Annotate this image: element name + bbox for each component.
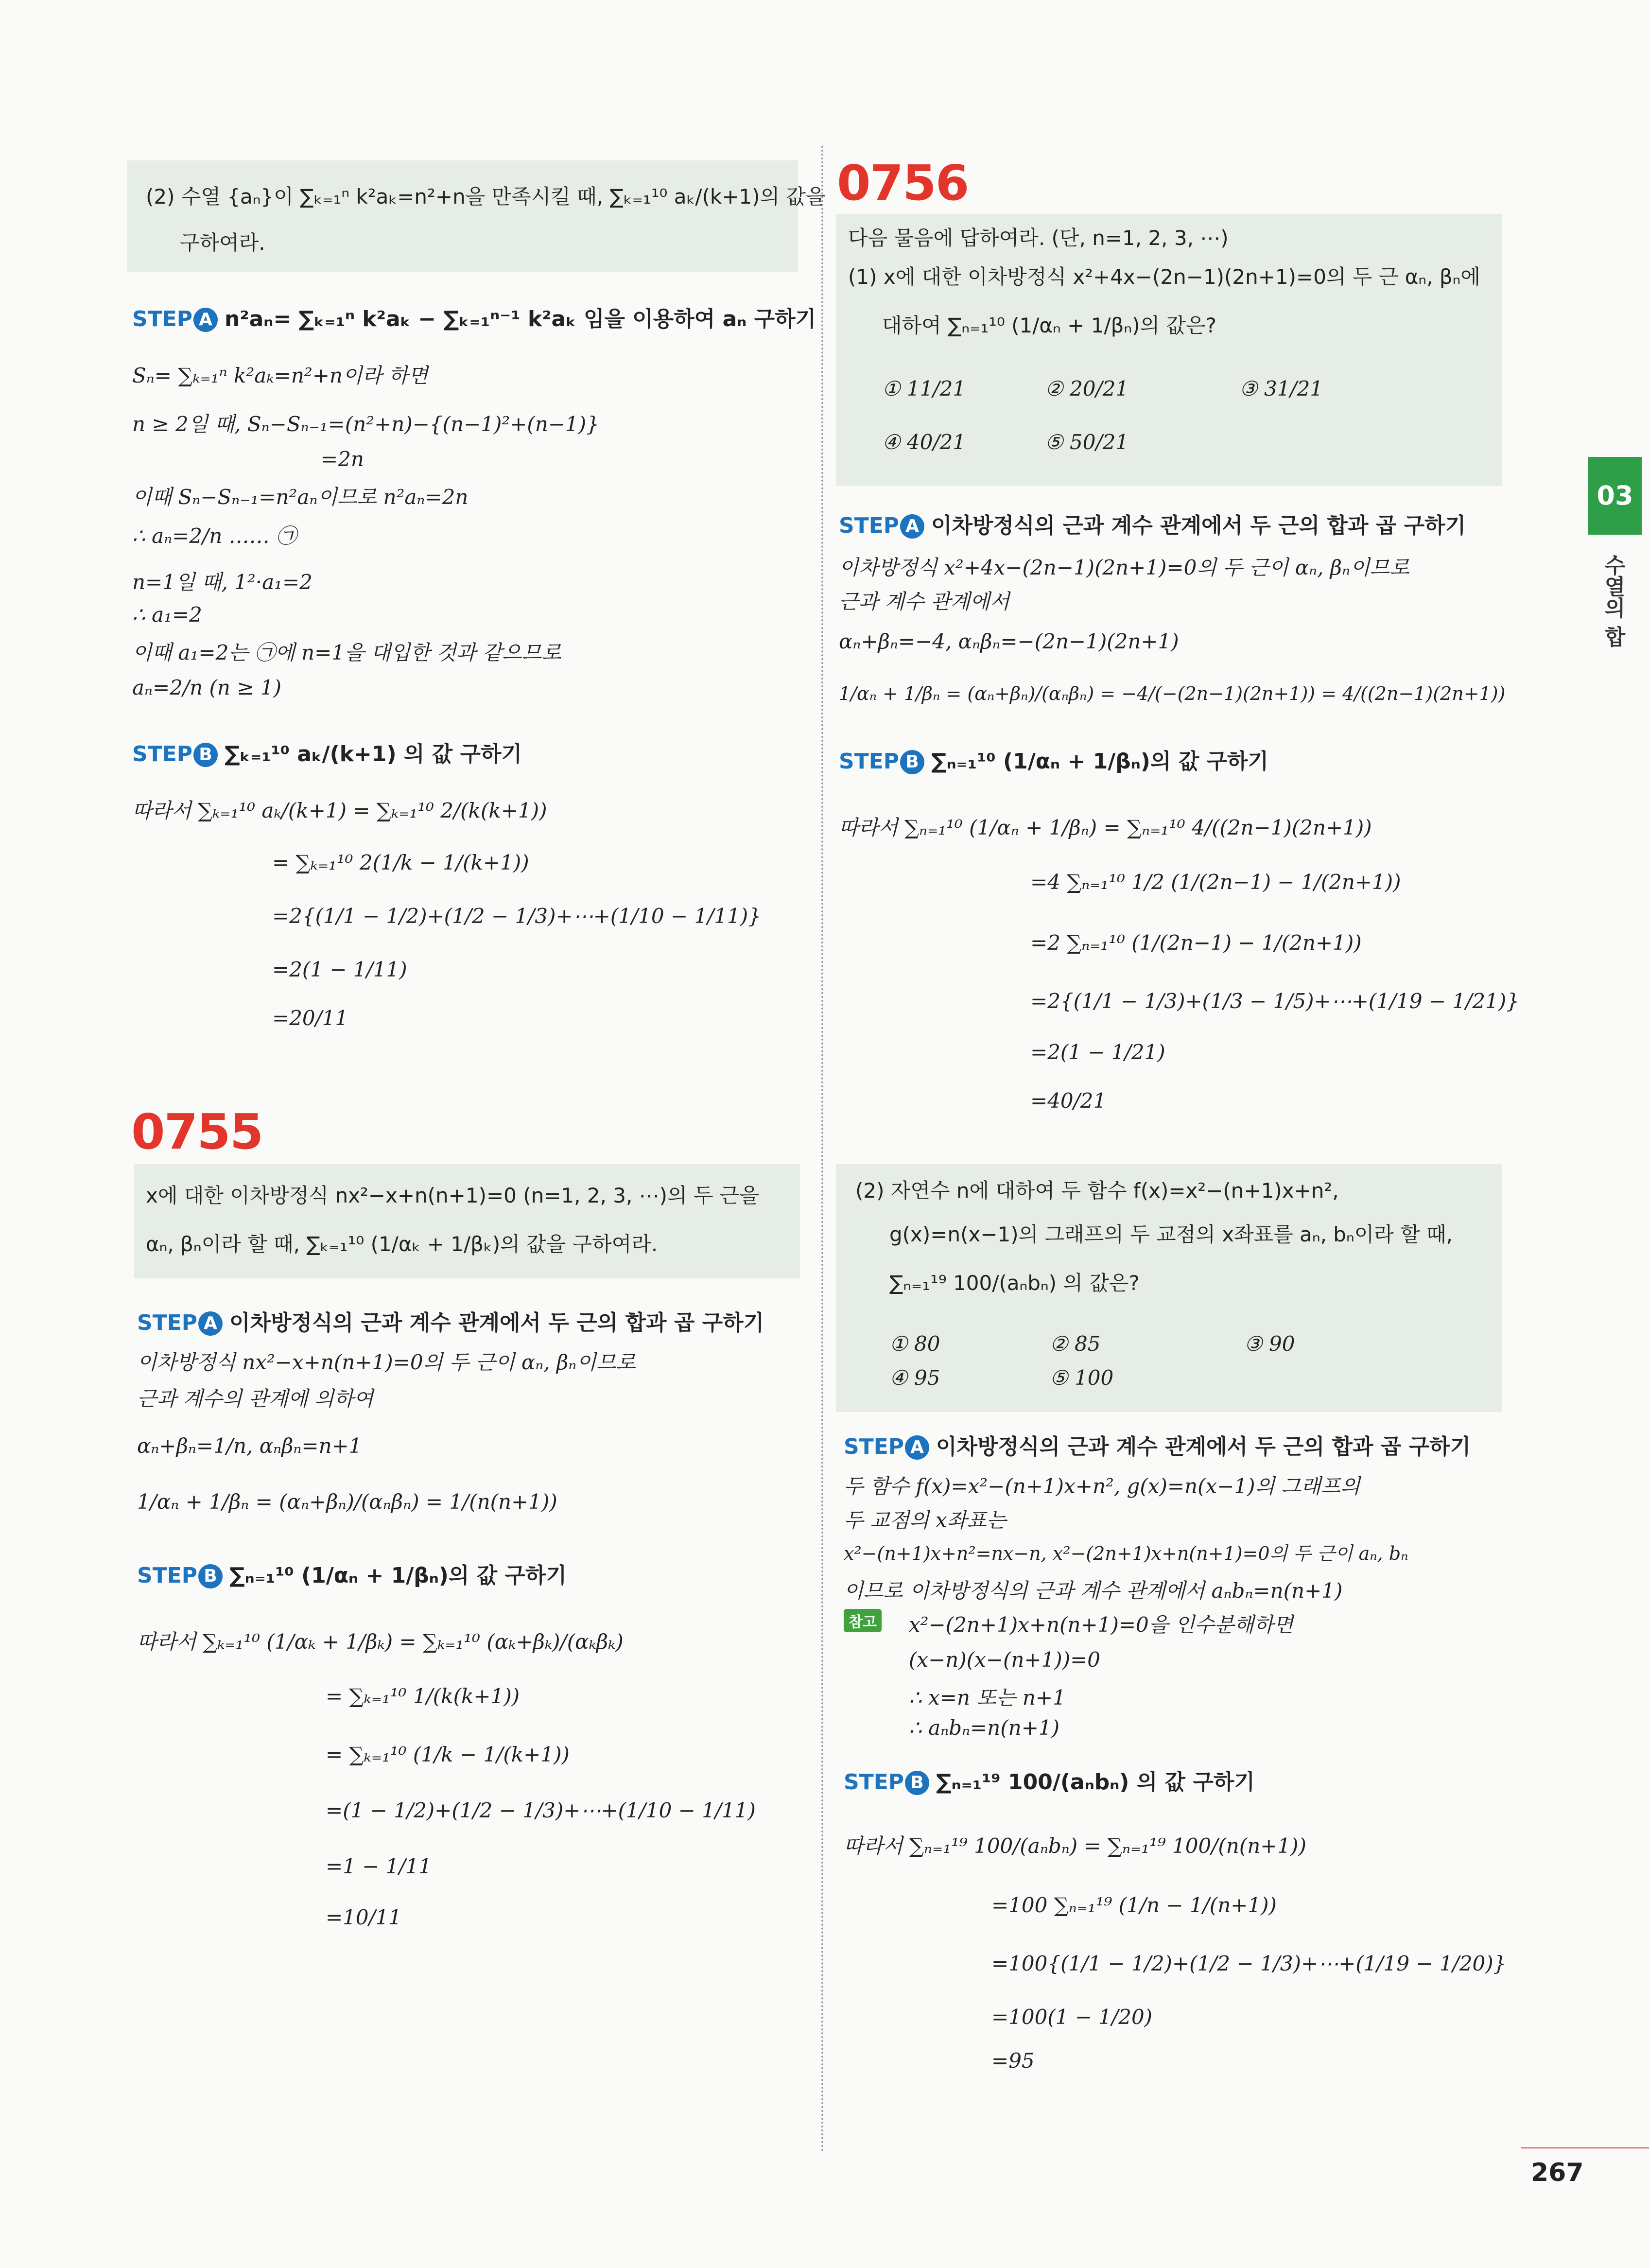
problem-text-line: ∑ₙ₌₁¹⁹ 100/(aₙbₙ) 의 값은? <box>889 1271 1140 1295</box>
problem-number: 0756 <box>837 155 969 211</box>
step-title: 이차방정식의 근과 계수 관계에서 두 근의 합과 곱 구하기 <box>936 1434 1471 1459</box>
solution-line: ∴ aₙ=2/n …… ㉠ <box>132 524 296 548</box>
solution-line: 이차방정식 x²+4x−(2n−1)(2n+1)=0의 두 근이 αₙ, βₙ이므로 <box>839 556 1409 579</box>
solution-line: =100 ∑ₙ₌₁¹⁹ (1/n − 1/(n+1)) <box>991 1893 1277 1917</box>
choice: ④ 95 <box>889 1366 940 1390</box>
solution-line: =2(1 − 1/21) <box>1030 1040 1165 1064</box>
step-title: ∑ₖ₌₁¹⁰ aₖ/(k+1) 의 값 구하기 <box>225 742 522 767</box>
reference-line: ∴ aₙbₙ=n(n+1) <box>909 1716 1060 1740</box>
solution-line: =(1 − 1/2)+(1/2 − 1/3)+⋯+(1/10 − 1/11) <box>326 1798 756 1822</box>
choice: ① 80 <box>889 1332 940 1356</box>
reference-badge: 참고 <box>844 1609 882 1632</box>
solution-line: n ≥ 2일 때, Sₙ−Sₙ₋₁=(n²+n)−{(n−1)²+(n−1)} <box>132 412 599 436</box>
problem-text-line: 대하여 ∑ₙ₌₁¹⁰ (1/αₙ + 1/βₙ)의 값은? <box>882 314 1216 337</box>
solution-line: ∴ a₁=2 <box>132 603 202 627</box>
step-b-heading: STEP B ∑ₙ₌₁¹⁰ (1/αₙ + 1/βₙ)의 값 구하기 <box>137 1563 567 1588</box>
solution-line: x²−(n+1)x+n²=nx−n, x²−(2n+1)x+n(n+1)=0의 두 근이 aₙ, bₙ <box>844 1543 1408 1564</box>
solution-line: 1/αₙ + 1/βₙ = (αₙ+βₙ)/(αₙβₙ) = −4/(−(2n−1)(2n+1)) = 4/((2n−1)(2n+1)) <box>839 683 1506 704</box>
problem-text-line: 다음 물음에 답하여라. (단, n=1, 2, 3, ⋯) <box>848 226 1229 250</box>
step-title: ∑ₙ₌₁¹⁰ (1/αₙ + 1/βₙ)의 값 구하기 <box>229 1563 567 1588</box>
choice: ④ 40/21 <box>882 430 966 454</box>
step-b-heading: STEP B ∑ₙ₌₁¹⁹ 100/(aₙbₙ) 의 값 구하기 <box>844 1770 1255 1795</box>
step-title: ∑ₙ₌₁¹⁰ (1/αₙ + 1/βₙ)의 값 구하기 <box>931 749 1269 774</box>
step-b-heading: STEP B ∑ₙ₌₁¹⁰ (1/αₙ + 1/βₙ)의 값 구하기 <box>839 749 1269 774</box>
solution-line: = ∑ₖ₌₁¹⁰ 1/(k(k+1)) <box>326 1684 520 1708</box>
solution-line: =20/11 <box>272 1006 348 1030</box>
problem-number: 0755 <box>131 1103 263 1160</box>
choice: ③ 90 <box>1244 1332 1295 1356</box>
solution-line: 1/αₙ + 1/βₙ = (αₙ+βₙ)/(αₙβₙ) = 1/(n(n+1)) <box>137 1490 557 1514</box>
chapter-tab: 03 <box>1588 457 1642 535</box>
solution-line: 이때 Sₙ−Sₙ₋₁=n²aₙ이므로 n²aₙ=2n <box>132 485 469 509</box>
choice: ① 11/21 <box>882 377 966 401</box>
solution-line: αₙ+βₙ=−4, αₙβₙ=−(2n−1)(2n+1) <box>839 629 1179 653</box>
solution-line: 이차방정식 nx²−x+n(n+1)=0의 두 근이 αₙ, βₙ이므로 <box>137 1350 636 1374</box>
choice: ② 20/21 <box>1045 377 1129 401</box>
solution-line: Sₙ= ∑ₖ₌₁ⁿ k²aₖ=n²+n이라 하면 <box>132 364 428 387</box>
reference-line: x²−(2n+1)x+n(n+1)=0을 인수분해하면 <box>909 1613 1294 1637</box>
problem-text-line: g(x)=n(x−1)의 그래프의 두 교점의 x좌표를 aₙ, bₙ이라 할 때, <box>889 1222 1453 1246</box>
solution-line: =4 ∑ₙ₌₁¹⁰ 1/2 (1/(2n−1) − 1/(2n+1)) <box>1030 870 1401 894</box>
step-a-heading: STEP A 이차방정식의 근과 계수 관계에서 두 근의 합과 곱 구하기 <box>839 513 1466 538</box>
reference-line: ∴ x=n 또는 n+1 <box>909 1686 1066 1710</box>
solution-line: =2(1 − 1/11) <box>272 958 407 981</box>
column-divider <box>821 146 823 2153</box>
solution-line: =2 ∑ₙ₌₁¹⁰ (1/(2n−1) − 1/(2n+1)) <box>1030 931 1362 955</box>
solution-line: 따라서 ∑ₙ₌₁¹⁹ 100/(aₙbₙ) = ∑ₙ₌₁¹⁹ 100/(n(n+1)) <box>844 1834 1306 1858</box>
problem-text-line: (2) 자연수 n에 대하여 두 함수 f(x)=x²−(n+1)x+n², <box>855 1179 1339 1203</box>
problem-text-line: (2) 수열 {aₙ}이 ∑ₖ₌₁ⁿ k²aₖ=n²+n을 만족시킬 때, ∑ₖ₌₁¹⁰ aₖ/(k+1)의 값을 <box>146 185 826 209</box>
problem-text-line: αₙ, βₙ이라 할 때, ∑ₖ₌₁¹⁰ (1/αₖ + 1/βₖ)의 값을 구하여라. <box>146 1232 658 1256</box>
solution-line: 따라서 ∑ₖ₌₁¹⁰ aₖ/(k+1) = ∑ₖ₌₁¹⁰ 2/(k(k+1)) <box>132 799 547 822</box>
solution-line: 두 함수 f(x)=x²−(n+1)x+n², g(x)=n(x−1)의 그래프의 <box>844 1474 1360 1498</box>
choice: ② 85 <box>1050 1332 1101 1356</box>
reference-line: (x−n)(x−(n+1))=0 <box>909 1648 1100 1672</box>
solution-line: =100{(1/1 − 1/2)+(1/2 − 1/3)+⋯+(1/19 − 1/20)} <box>991 1952 1507 1975</box>
solution-line: =95 <box>991 2049 1035 2073</box>
problem-text-line: x에 대한 이차방정식 nx²−x+n(n+1)=0 (n=1, 2, 3, ⋯)의 두 근을 <box>146 1184 760 1207</box>
footer-rule <box>1521 2147 1649 2148</box>
choice: ⑤ 50/21 <box>1045 430 1129 454</box>
step-a-heading: STEP A n²aₙ= ∑ₖ₌₁ⁿ k²aₖ − ∑ₖ₌₁ⁿ⁻¹ k²aₖ 임을 이용하여 aₙ 구하기 <box>132 307 816 331</box>
solution-line: =10/11 <box>326 1905 402 1929</box>
solution-line: =1 − 1/11 <box>326 1854 432 1878</box>
problem-text-line: (1) x에 대한 이차방정식 x²+4x−(2n−1)(2n+1)=0의 두 근 αₙ, βₙ에 <box>848 265 1480 289</box>
step-title: n²aₙ= ∑ₖ₌₁ⁿ k²aₖ − ∑ₖ₌₁ⁿ⁻¹ k²aₖ 임을 이용하여 aₙ 구하기 <box>225 307 816 331</box>
solution-line: =2{(1/1 − 1/3)+(1/3 − 1/5)+⋯+(1/19 − 1/21)} <box>1030 989 1519 1013</box>
solution-line: 따라서 ∑ₖ₌₁¹⁰ (1/αₖ + 1/βₖ) = ∑ₖ₌₁¹⁰ (αₖ+βₖ)/(αₖβₖ) <box>137 1630 624 1654</box>
solution-line: 이므로 이차방정식의 근과 계수 관계에서 aₙbₙ=n(n+1) <box>844 1579 1343 1603</box>
step-title: 이차방정식의 근과 계수 관계에서 두 근의 합과 곱 구하기 <box>229 1310 764 1335</box>
solution-line: 근과 계수 관계에서 <box>839 590 1010 613</box>
step-title: ∑ₙ₌₁¹⁹ 100/(aₙbₙ) 의 값 구하기 <box>936 1770 1255 1795</box>
solution-line: aₙ=2/n (n ≥ 1) <box>132 676 281 699</box>
solution-line: =40/21 <box>1030 1089 1107 1113</box>
chapter-title: 수열의 합 <box>1600 554 1625 647</box>
page-number: 267 <box>1531 2158 1584 2187</box>
solution-line: =2{(1/1 − 1/2)+(1/2 − 1/3)+⋯+(1/10 − 1/11)} <box>272 904 761 928</box>
solution-line: = ∑ₖ₌₁¹⁰ (1/k − 1/(k+1)) <box>326 1743 570 1766</box>
solution-line: 두 교점의 x좌표는 <box>844 1508 1007 1532</box>
step-a-heading: STEP A 이차방정식의 근과 계수 관계에서 두 근의 합과 곱 구하기 <box>844 1434 1471 1459</box>
step-b-heading: STEP B ∑ₖ₌₁¹⁰ aₖ/(k+1) 의 값 구하기 <box>132 742 522 767</box>
solution-line: 이때 a₁=2는 ㉠에 n=1을 대입한 것과 같으므로 <box>132 641 561 664</box>
solution-line: αₙ+βₙ=1/n, αₙβₙ=n+1 <box>137 1434 362 1458</box>
solution-line: =100(1 − 1/20) <box>991 2005 1153 2029</box>
problem-text-line: 구하여라. <box>180 231 265 255</box>
solution-line: n=1일 때, 1²·a₁=2 <box>132 570 312 594</box>
solution-line: 근과 계수의 관계에 의하여 <box>137 1387 374 1411</box>
choice: ⑤ 100 <box>1050 1366 1114 1390</box>
solution-line: = ∑ₖ₌₁¹⁰ 2(1/k − 1/(k+1)) <box>272 851 529 874</box>
choice: ③ 31/21 <box>1239 377 1323 401</box>
step-a-heading: STEP A 이차방정식의 근과 계수 관계에서 두 근의 합과 곱 구하기 <box>137 1310 764 1335</box>
solution-line: 따라서 ∑ₙ₌₁¹⁰ (1/αₙ + 1/βₙ) = ∑ₙ₌₁¹⁰ 4/((2n−1)(2n+1)) <box>839 816 1372 839</box>
step-title: 이차방정식의 근과 계수 관계에서 두 근의 합과 곱 구하기 <box>931 513 1466 538</box>
solution-line: =2n <box>321 447 364 471</box>
